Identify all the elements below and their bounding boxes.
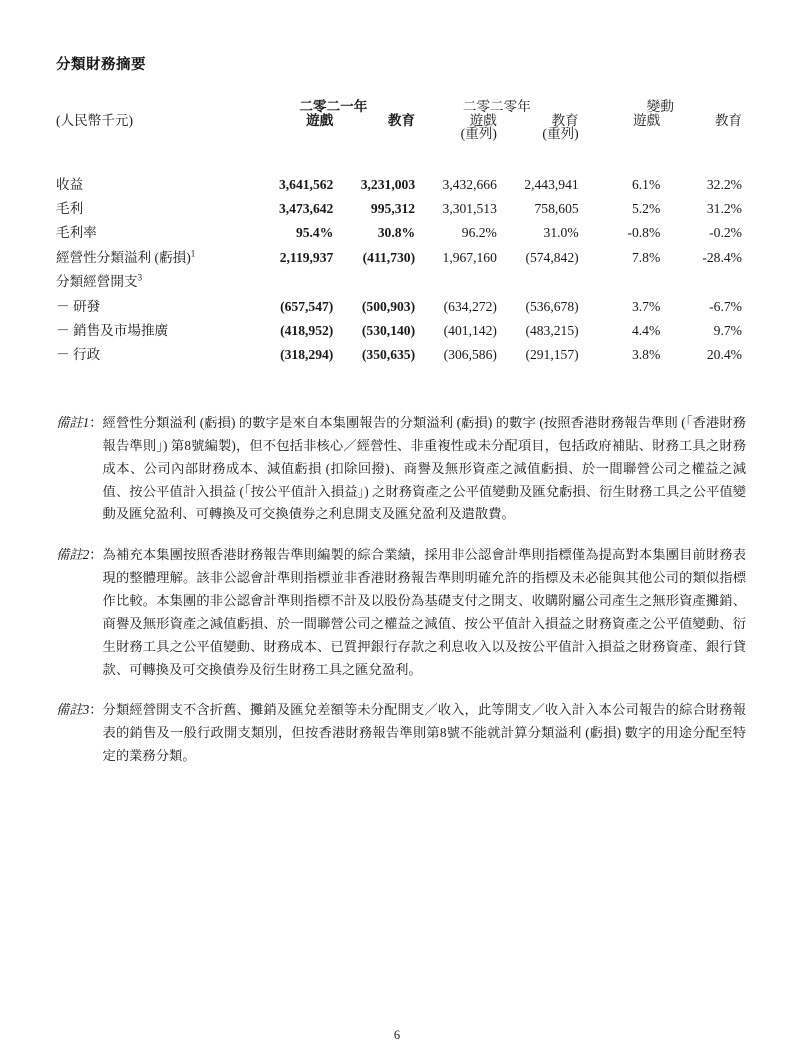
cell-change-games: 3.8% <box>631 347 661 363</box>
table-row <box>56 240 742 264</box>
cell-2020-games: (634,272) <box>443 298 497 314</box>
footnote-3-tag: 備註3 <box>56 702 90 718</box>
cell-2020-education: 31.0% <box>543 225 579 241</box>
spacer-cell <box>415 141 497 167</box>
restated-label-2020-education: (重列) <box>542 126 579 142</box>
cell-2020-games: (306,586) <box>443 347 497 363</box>
cell-change-games <box>579 264 661 288</box>
footnote-1 <box>56 412 746 526</box>
footnote-3-colon: ： <box>89 702 103 718</box>
cell-change-education: 31.2% <box>706 200 742 216</box>
page-number: 6 <box>393 1028 401 1042</box>
cell-change-education <box>660 264 742 288</box>
cell-change-games: 5.2% <box>631 200 661 216</box>
row-label <box>56 167 252 191</box>
cell-2020-education: (574,842) <box>525 249 579 265</box>
row-label <box>56 313 252 337</box>
cell-change-education: -6.7% <box>709 298 742 314</box>
cell-2020-education: (536,678) <box>525 298 579 314</box>
cell-2021-education: (411,730) <box>362 249 416 265</box>
cell-2021-education: (530,140) <box>361 322 416 338</box>
cell-change-education: 32.2% <box>706 176 742 192</box>
cell-2021-education <box>333 264 415 288</box>
footnote-2-tag: 備註2 <box>56 547 90 563</box>
cell-2021-games: 95.4% <box>295 225 334 241</box>
group-header-change: 變動 <box>646 99 674 114</box>
restated-spacer-c <box>579 127 661 141</box>
cell-2021-education: (500,903) <box>361 298 416 314</box>
cell-change-games: 7.8% <box>631 249 661 265</box>
cell-change-games: 6.1% <box>631 176 661 192</box>
row-label <box>56 216 252 240</box>
row-label-text: － 銷售及市場推廣 <box>56 322 169 338</box>
group-header-2021: 二零二一年 <box>299 99 368 114</box>
cell-2020-education <box>497 264 579 288</box>
row-label-text: 收益 <box>56 176 84 192</box>
row-label <box>56 338 252 362</box>
cell-2021-games: 3,641,562 <box>278 176 334 192</box>
footnote-1-colon: ： <box>89 415 103 430</box>
table-row <box>56 191 742 215</box>
footnote-3-body: 分類經營開支不含折舊、攤銷及匯兌差額等未分配開支／收入，此等開支／收入計入本公司報告的綜合財務報表的銷售及一般行政開支類別，但按香港財務報告準則第8號不能就計算分類溢利 (虧損) 數字的用途分配至特定的業務分類。 <box>102 702 746 764</box>
row-label-text: 毛利 <box>56 200 84 216</box>
cell-2021-games: (657,547) <box>280 298 334 314</box>
cell-2021-education: 30.8% <box>377 225 416 241</box>
row-label <box>56 191 252 215</box>
cell-2020-games: 1,967,160 <box>442 249 497 265</box>
footnote-3 <box>56 699 746 768</box>
restated-label-2020-games: (重列) <box>460 126 497 142</box>
sub-header-2020-games: 遊戲 <box>469 112 497 128</box>
cell-2021-games <box>252 264 334 288</box>
restated-spacer-a <box>252 127 334 141</box>
cell-change-games: 4.4% <box>631 322 661 338</box>
footnote-2-body: 為補充本集團按照香港財務報告準則編製的綜合業績，採用非公認會計準則指標僅為提高對本集團目前財務表現的整體理解。該非公認會計準則指標並非香港財務報告準則明確允許的指標及未必能與其他公司的類似指標作比較。本集團的非公認會計準則指標不計及以股份為基礎支付之開支、收購附屬公司產生之無形資產攤銷、商譽及無形資產之減值虧損、於一間聯營公司之權益之減值、按公平值計入損益之財務資產之公平值變動、衍生財務工具之公平值變動、財務成本、已質押銀行存款之利息收入以及按公平值計入損益之財務資產、銀行貸款、可轉換及可交換債券及衍生財務工具之匯兌盈利。 <box>102 547 746 677</box>
group-header-spacer <box>56 100 252 114</box>
row-label-text: 經營性分類溢利 (虧損) <box>56 249 191 265</box>
table-row <box>56 289 742 313</box>
table-header <box>56 100 742 141</box>
cell-2020-games: (401,142) <box>443 322 497 338</box>
cell-change-games: 3.7% <box>631 298 661 314</box>
table-row <box>56 167 742 191</box>
footnote-2-colon: ： <box>89 547 103 563</box>
table-row <box>56 264 742 288</box>
table-row <box>56 313 742 337</box>
table-row <box>56 338 742 362</box>
spacer-cell <box>333 141 415 167</box>
cell-2021-games: (318,294) <box>280 347 334 363</box>
cell-2020-games: 3,301,513 <box>442 200 497 216</box>
row-label-text: － 行政 <box>56 347 101 363</box>
row-label-text: 毛利率 <box>56 225 97 241</box>
table-restated-header-row <box>56 127 742 141</box>
table-spacer-row <box>56 141 742 167</box>
cell-2021-games: 2,119,937 <box>279 249 334 265</box>
page-title: 分類財務摘要 <box>56 57 146 73</box>
cell-2021-games: 3,473,642 <box>278 200 334 216</box>
cell-2021-games: (418,952) <box>280 322 334 338</box>
sub-header-2020-education: 教育 <box>551 112 579 128</box>
row-label-footnote-ref: 1 <box>190 248 196 259</box>
table-sub-header-row <box>56 114 742 128</box>
footnotes-section <box>56 412 746 786</box>
cell-change-education: -28.4% <box>702 249 742 265</box>
footnote-1-tag: 備註1 <box>56 415 90 430</box>
cell-change-education: 20.4% <box>706 347 742 363</box>
table-body <box>56 141 742 362</box>
cell-2021-education: (350,635) <box>361 347 416 363</box>
spacer-cell <box>252 141 334 167</box>
cell-change-education: -0.2% <box>709 225 742 241</box>
group-header-2020: 二零二零年 <box>462 99 531 114</box>
cell-2021-education: 995,312 <box>370 200 416 216</box>
footnote-2 <box>56 544 746 681</box>
spacer-cell <box>579 141 661 167</box>
cell-2020-games <box>415 264 497 288</box>
sub-header-change-education: 教育 <box>714 112 742 128</box>
row-label <box>56 240 252 264</box>
row-label <box>56 264 252 288</box>
cell-2020-games: 3,432,666 <box>442 176 497 192</box>
restated-spacer-d <box>660 127 742 141</box>
sub-header-2021-education: 教育 <box>387 112 416 128</box>
currency-unit-label: (人民幣千元) <box>56 112 134 128</box>
footnote-1-body: 經營性分類溢利 (虧損) 的數字是來自本集團報告的分類溢利 (虧損) 的數字 (按照香港財務報告準則 (「香港財務報告準則」) 第8號編製)，但不包括非核心／經營性、非重複性或未分配項目，包括政府補貼、財務工具之財務成本、公司內部財務成本、減值虧損 (扣除回撥)、商譽及無形資產之減值虧損、於一間聯營公司之權益之減值、按公平值計入損益 (「按公平值計入損益」) 之財務資產之公平值變動及匯兌虧損、衍生財務工具之公平值變動及匯兌盈利、可轉換及可交換債券之利息開支及匯兌盈利及遣散費。 <box>102 415 746 522</box>
table-row <box>56 216 742 240</box>
spacer-cell <box>56 141 252 167</box>
spacer-cell <box>660 141 742 167</box>
segment-financial-summary-table <box>56 100 742 362</box>
row-label-footnote-ref: 3 <box>137 272 143 283</box>
spacer-cell <box>497 141 579 167</box>
row-label-text: － 研發 <box>56 298 101 314</box>
cell-2020-education: (483,215) <box>525 322 579 338</box>
cell-2020-education: 2,443,941 <box>524 176 579 192</box>
row-label-text: 分類經營開支 <box>56 274 138 290</box>
cell-2020-education: (291,157) <box>525 347 579 363</box>
cell-2021-education: 3,231,003 <box>360 176 416 192</box>
table-group-header-row <box>56 100 742 114</box>
sub-header-change-games: 遊戲 <box>633 112 661 128</box>
row-label <box>56 289 252 313</box>
sub-header-2021-games: 遊戲 <box>306 112 334 128</box>
restated-spacer-b <box>333 127 415 141</box>
cell-2020-games: 96.2% <box>461 225 497 241</box>
cell-2020-education: 758,605 <box>534 200 579 216</box>
restated-spacer-label <box>56 127 252 141</box>
cell-change-games: -0.8% <box>627 225 661 241</box>
cell-change-education: 9.7% <box>713 322 742 338</box>
